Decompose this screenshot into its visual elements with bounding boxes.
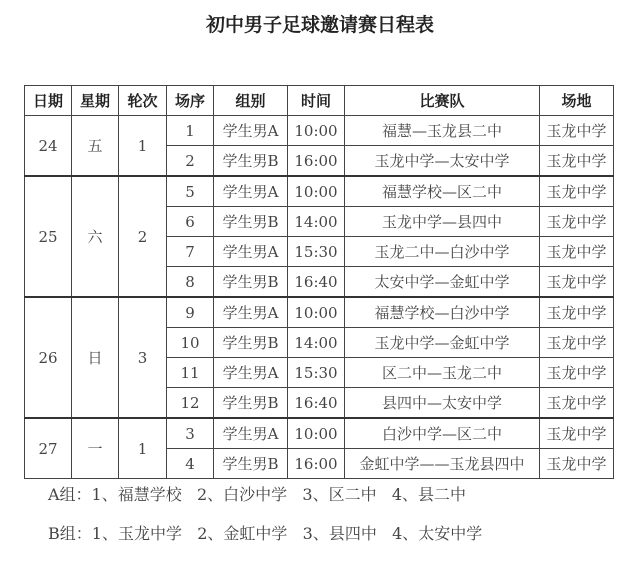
header-date: 日期 — [25, 86, 72, 116]
venue-cell: 玉龙中学 — [540, 116, 614, 146]
venue-cell: 玉龙中学 — [540, 388, 614, 419]
match-no-cell: 2 — [167, 146, 214, 177]
match-no-cell: 12 — [167, 388, 214, 419]
match-no-cell: 3 — [167, 418, 214, 449]
table-row — [25, 116, 614, 146]
time-cell: 10:00 — [288, 116, 345, 146]
teams-cell: 县四中—太安中学 — [345, 388, 540, 419]
venue-cell: 玉龙中学 — [540, 176, 614, 207]
header-round: 轮次 — [119, 86, 167, 116]
round-cell: 1 — [119, 418, 167, 479]
table-row — [25, 297, 614, 328]
teams-cell: 玉龙中学—金虹中学 — [345, 328, 540, 358]
teams-cell: 玉龙二中—白沙中学 — [345, 237, 540, 267]
weekday-cell: 日 — [72, 297, 119, 418]
time-cell: 14:00 — [288, 328, 345, 358]
match-no-cell: 9 — [167, 297, 214, 328]
teams-cell: 福慧—玉龙县二中 — [345, 116, 540, 146]
header-group: 组别 — [214, 86, 288, 116]
table-body — [25, 116, 614, 479]
venue-cell: 玉龙中学 — [540, 358, 614, 388]
teams-cell: 白沙中学—区二中 — [345, 418, 540, 449]
group-a-note: A组：1、福慧学校 2、白沙中学 3、区二中 4、县二中 — [48, 485, 467, 504]
date-cell: 25 — [25, 176, 72, 297]
table-row — [25, 176, 614, 207]
venue-cell: 玉龙中学 — [540, 146, 614, 177]
time-cell: 10:00 — [288, 297, 345, 328]
table-header-row — [25, 86, 614, 116]
match-no-cell: 11 — [167, 358, 214, 388]
group-cell: 学生男A — [214, 176, 288, 207]
venue-cell: 玉龙中学 — [540, 328, 614, 358]
match-no-cell: 6 — [167, 207, 214, 237]
weekday-cell: 一 — [72, 418, 119, 479]
time-cell: 15:30 — [288, 237, 345, 267]
teams-cell: 福慧学校—区二中 — [345, 176, 540, 207]
venue-cell: 玉龙中学 — [540, 418, 614, 449]
time-cell: 10:00 — [288, 176, 345, 207]
group-cell: 学生男B — [214, 267, 288, 298]
header-match-no: 场序 — [167, 86, 214, 116]
match-no-cell: 8 — [167, 267, 214, 298]
weekday-cell: 五 — [72, 116, 119, 177]
group-cell: 学生男B — [214, 449, 288, 479]
time-cell: 16:40 — [288, 388, 345, 419]
group-cell: 学生男B — [214, 146, 288, 177]
time-cell: 14:00 — [288, 207, 345, 237]
match-no-cell: 4 — [167, 449, 214, 479]
header-venue: 场地 — [540, 86, 614, 116]
teams-cell: 玉龙中学—县四中 — [345, 207, 540, 237]
group-cell: 学生男A — [214, 358, 288, 388]
teams-cell: 太安中学—金虹中学 — [345, 267, 540, 298]
time-cell: 16:40 — [288, 267, 345, 298]
venue-cell: 玉龙中学 — [540, 267, 614, 298]
venue-cell: 玉龙中学 — [540, 237, 614, 267]
time-cell: 16:00 — [288, 449, 345, 479]
match-no-cell: 10 — [167, 328, 214, 358]
venue-cell: 玉龙中学 — [540, 449, 614, 479]
header-teams: 比赛队 — [345, 86, 540, 116]
table-row — [25, 418, 614, 449]
group-b-note: B组：1、玉龙中学 2、金虹中学 3、县四中 4、太安中学 — [48, 524, 483, 543]
time-cell: 16:00 — [288, 146, 345, 177]
teams-cell: 区二中—玉龙二中 — [345, 358, 540, 388]
time-cell: 15:30 — [288, 358, 345, 388]
match-no-cell: 7 — [167, 237, 214, 267]
venue-cell: 玉龙中学 — [540, 297, 614, 328]
group-cell: 学生男A — [214, 297, 288, 328]
venue-cell: 玉龙中学 — [540, 207, 614, 237]
weekday-cell: 六 — [72, 176, 119, 297]
round-cell: 1 — [119, 116, 167, 177]
time-cell: 10:00 — [288, 418, 345, 449]
round-cell: 3 — [119, 297, 167, 418]
match-no-cell: 5 — [167, 176, 214, 207]
schedule-table — [24, 85, 614, 479]
match-no-cell: 1 — [167, 116, 214, 146]
group-cell: 学生男A — [214, 418, 288, 449]
round-cell: 2 — [119, 176, 167, 297]
date-cell: 27 — [25, 418, 72, 479]
page-title: 初中男子足球邀请赛日程表 — [205, 14, 434, 36]
date-cell: 26 — [25, 297, 72, 418]
header-weekday: 星期 — [72, 86, 119, 116]
group-cell: 学生男B — [214, 388, 288, 419]
teams-cell: 金虹中学——玉龙县四中 — [345, 449, 540, 479]
teams-cell: 玉龙中学—太安中学 — [345, 146, 540, 177]
group-cell: 学生男B — [214, 207, 288, 237]
teams-cell: 福慧学校—白沙中学 — [345, 297, 540, 328]
group-cell: 学生男A — [214, 116, 288, 146]
header-time: 时间 — [288, 86, 345, 116]
group-cell: 学生男B — [214, 328, 288, 358]
date-cell: 24 — [25, 116, 72, 177]
group-cell: 学生男A — [214, 237, 288, 267]
